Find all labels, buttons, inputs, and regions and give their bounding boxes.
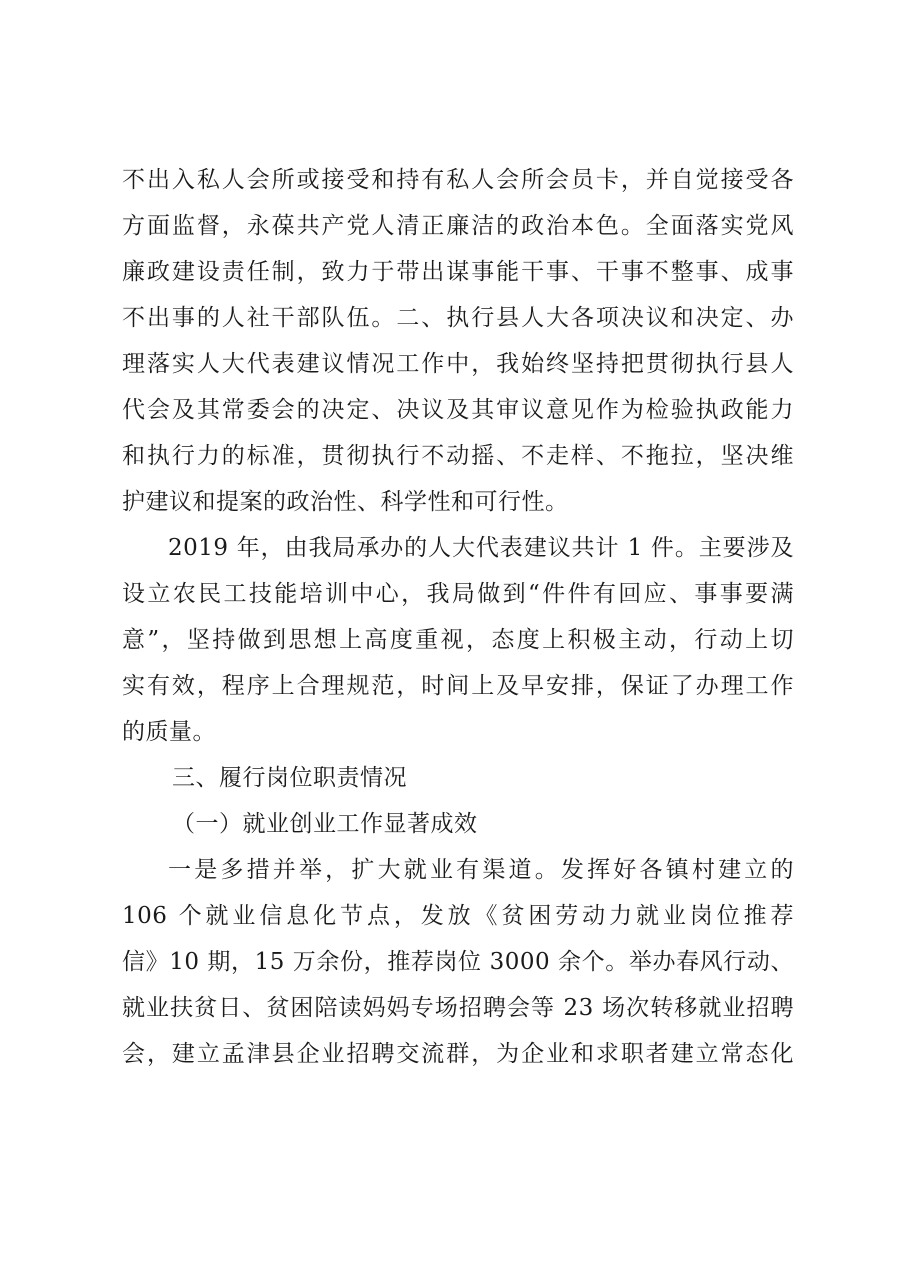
- paragraph-3-line-1: 一是多措并举，扩大就业有渠道。发挥好各镇村建立的: [168, 857, 794, 883]
- paragraph-1-line-2: 方面监督，永葆共产党人清正廉洁的政治本色。全面落实党风: [122, 213, 794, 239]
- section-heading-3: 三、履行岗位职责情况: [172, 765, 407, 791]
- subsection-heading-1: （一）就业创业工作显著成效: [172, 811, 478, 837]
- paragraph-1-line-6: 代会及其常委会的决定、决议及其审议意见作为检验执政能力: [122, 397, 794, 423]
- paragraph-2-line-1: 2019 年，由我局承办的人大代表建议共计 1 件。主要涉及: [168, 535, 794, 561]
- paragraph-3-line-3: 信》10 期，15 万余份，推荐岗位 3000 余个。举办春风行动、: [122, 949, 794, 975]
- paragraph-2-line-5: 的质量。: [122, 719, 216, 745]
- paragraph-3-line-5: 会，建立孟津县企业招聘交流群，为企业和求职者建立常态化: [122, 1041, 794, 1067]
- paragraph-3-line-4: 就业扶贫日、贫困陪读妈妈专场招聘会等 23 场次转移就业招聘: [122, 995, 794, 1021]
- paragraph-1-line-7: 和执行力的标准，贯彻执行不动摇、不走样、不拖拉，坚决维: [122, 443, 794, 469]
- paragraph-1-line-8: 护建议和提案的政治性、科学性和可行性。: [122, 489, 569, 515]
- paragraph-1-line-3: 廉政建设责任制，致力于带出谋事能干事、干事不整事、成事: [122, 259, 794, 285]
- paragraph-1-line-5: 理落实人大代表建议情况工作中，我始终坚持把贯彻执行县人: [122, 351, 794, 377]
- paragraph-2-line-3: 意”，坚持做到思想上高度重视，态度上积极主动，行动上切: [122, 627, 794, 653]
- paragraph-1-line-4: 不出事的人社干部队伍。二、执行县人大各项决议和决定、办: [122, 305, 794, 331]
- paragraph-2-line-2: 设立农民工技能培训中心，我局做到“件件有回应、事事要满: [122, 581, 794, 607]
- paragraph-3-line-2: 106 个就业信息化节点，发放《贫困劳动力就业岗位推荐: [122, 903, 794, 929]
- paragraph-1-line-1: 不出入私人会所或接受和持有私人会所会员卡，并自觉接受各: [122, 167, 794, 193]
- paragraph-2-line-4: 实有效，程序上合理规范，时间上及早安排，保证了办理工作: [122, 673, 794, 699]
